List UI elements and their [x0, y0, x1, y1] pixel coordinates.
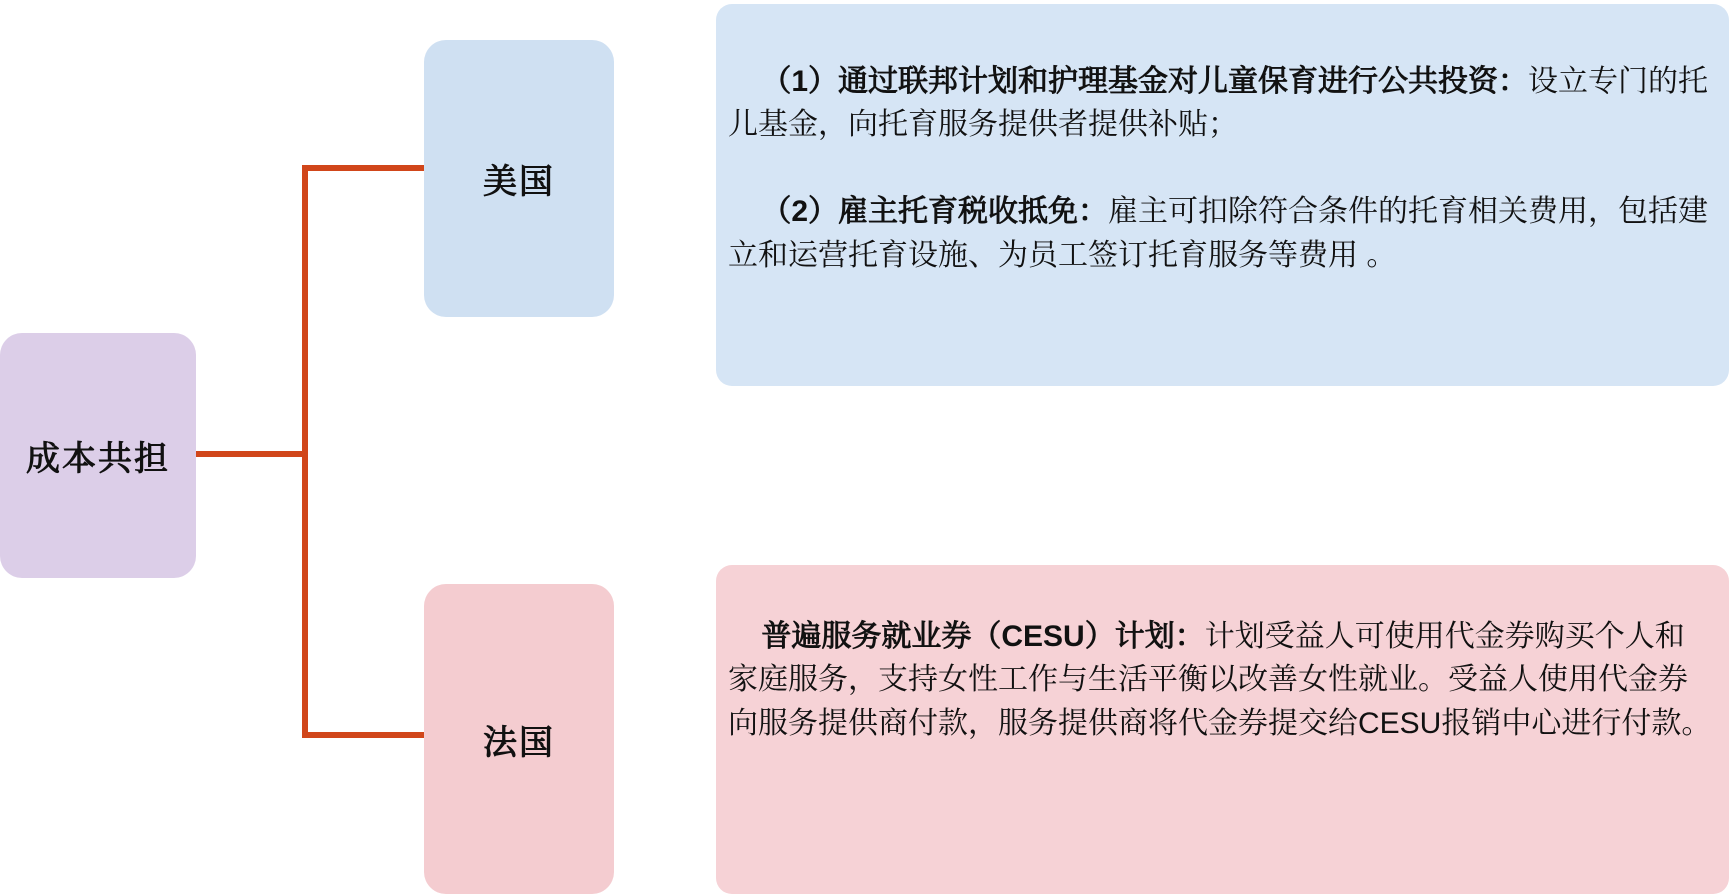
panel-us-block2-heading: （2）雇主托育税收抵免：	[761, 195, 1109, 228]
node-root-label: 成本共担	[26, 440, 170, 478]
node-branch-fr-label: 法国	[483, 723, 555, 762]
panel-fr	[716, 565, 1729, 894]
panel-us	[716, 4, 1729, 386]
panel-fr-block1-body: 计划受益人可使用代金券购买个人和家庭服务，支持女性工作与生活平衡以改善女性就业。受益人使用代金券向服务提供商付款，服务提供商将代金券提交给CESU报销中心进行付款。	[728, 619, 1712, 740]
node-branch-us[interactable]	[424, 40, 614, 317]
node-branch-us-label: 美国	[483, 163, 555, 201]
panel-us-block2-body: 雇主可扣除符合条件的托育相关费用，包括建立和运营托育设施、为员工签订托育服务等费用 。	[728, 195, 1709, 272]
connector-root-stem	[196, 451, 308, 457]
connector-branch-us	[302, 165, 424, 171]
connector-branch-fr	[302, 732, 424, 738]
panel-fr-block1-heading: 普遍服务就业券（CESU）计划：	[761, 619, 1205, 653]
panel-us-block1-body: 设立专门的托儿基金，向托育服务提供者提供补贴；	[728, 64, 1709, 141]
node-branch-fr[interactable]	[424, 584, 614, 894]
connector-vertical-trunk	[302, 165, 308, 738]
node-root[interactable]	[0, 333, 196, 578]
panel-us-block1-heading: （1）通过联邦计划和护理基金对儿童保育进行公共投资：	[761, 64, 1529, 98]
